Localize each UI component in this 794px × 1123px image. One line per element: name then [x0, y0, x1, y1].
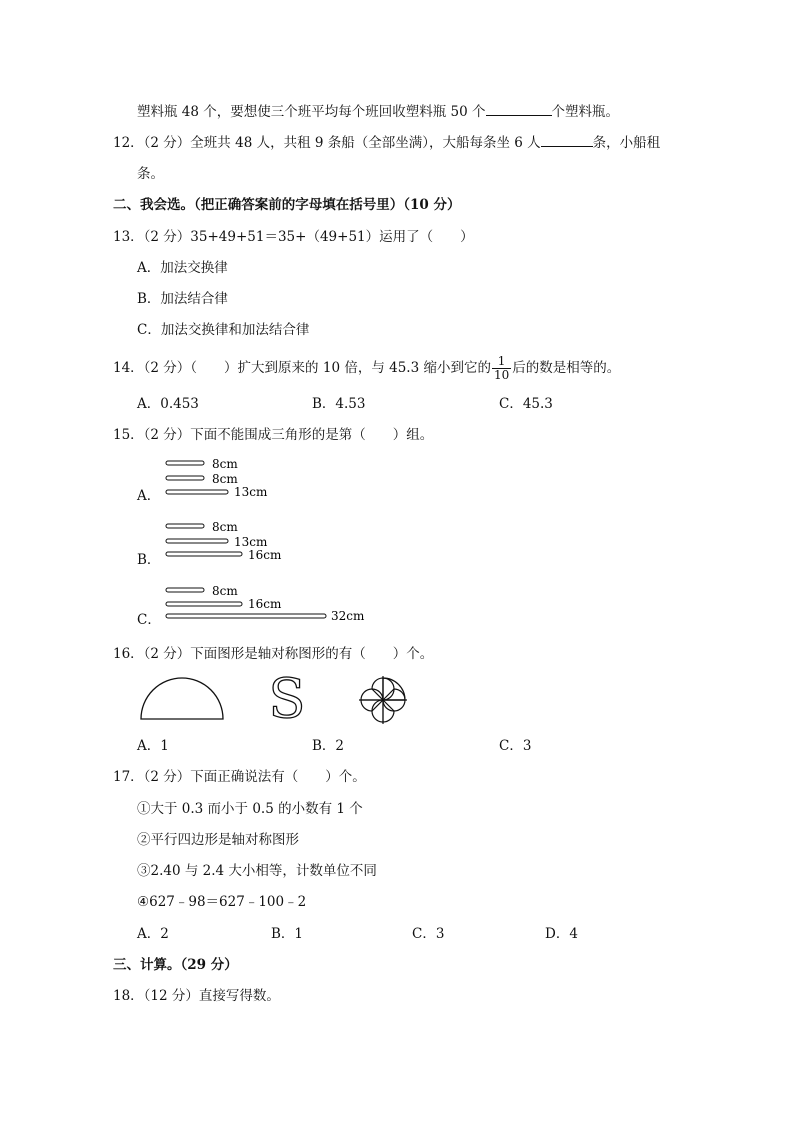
q15-sticks-b [160, 518, 300, 562]
q11-answer-blank[interactable] [486, 103, 552, 116]
q12-text-end: 条。 [137, 166, 164, 182]
q12-text: 12．（2 分）全班共 48 人，共租 9 条船（全部坐满），大船每条坐 6 人 [113, 135, 541, 151]
q13-option-c[interactable]: C．加法交换律和加法结合律 [137, 322, 310, 338]
stick-a2-label: 8cm [212, 472, 238, 486]
q17-statement-1: ①大于 0.3 而小于 0.5 的小数有 1 个 [137, 801, 363, 817]
q15-option-c[interactable]: C． [137, 612, 161, 628]
q18-stem: 18．（12 分）直接写得数。 [113, 988, 280, 1004]
section3-title: 三、计算。（29 分） [113, 957, 238, 973]
q17-stem: 17．（2 分）下面正确说法有（ ）个。 [113, 769, 366, 785]
q17-option-b[interactable]: B．1 [271, 926, 304, 942]
stick-b1-label: 8cm [212, 520, 238, 534]
q16-option-c[interactable]: C．3 [499, 738, 532, 754]
q15-sticks-c [160, 582, 380, 626]
stick-c3 [166, 614, 326, 618]
q15-sticks-a [160, 456, 280, 500]
q16-stem: 16．（2 分）下面图形是轴对称图形的有（ ）个。 [113, 646, 434, 662]
q14-stem [113, 354, 620, 382]
stick-c2-label: 16cm [248, 597, 282, 611]
q12-blank-large-boats[interactable] [541, 134, 593, 147]
q14-text: 14．（2 分）（ ）扩大到原来的 10 倍，与 45.3 缩小到它的 [113, 360, 491, 376]
stick-b1 [166, 524, 204, 528]
q13-option-b[interactable]: B．加法结合律 [137, 291, 228, 307]
stick-b3-label: 16cm [248, 548, 282, 562]
q15-option-a[interactable]: A． [137, 488, 161, 504]
q17-statement-2: ②平行四边形是轴对称图形 [137, 832, 299, 848]
stick-a3 [166, 490, 228, 494]
q11-text: 塑料瓶 48 个，要想使三个班平均每个班回收塑料瓶 50 个 [137, 104, 486, 120]
semicircle-figure [138, 674, 226, 722]
stick-c1 [166, 588, 204, 592]
q12-text-mid: 条，小船租 [592, 135, 661, 151]
section2-title: 二、我会选。（把正确答案前的字母填在括号里）（10 分） [113, 197, 461, 213]
stick-b3 [166, 552, 242, 556]
q13-stem: 13．（2 分）35+49+51＝35+（49+51）运用了（ ） [113, 229, 474, 245]
stick-b2-label: 13cm [234, 535, 268, 549]
q14-option-b[interactable]: B．4.53 [312, 396, 366, 412]
stick-a1-label: 8cm [212, 457, 238, 471]
q12-stem-line2 [137, 165, 164, 183]
q14-fraction [492, 355, 511, 382]
stick-c1-label: 8cm [212, 584, 238, 598]
q16-option-a[interactable]: A．1 [137, 738, 169, 754]
stick-a2 [166, 476, 204, 480]
q14-fraction-denominator: 10 [493, 368, 510, 382]
q14-text-end: 后的数是相等的。 [512, 360, 621, 376]
q14-option-c[interactable]: C．45.3 [499, 396, 553, 412]
q17-statement-4: ④627﹣98＝627﹣100﹣2 [137, 894, 307, 910]
q17-statement-3: ③2.40 与 2.4 大小相等，计数单位不同 [137, 863, 377, 879]
q16-option-b[interactable]: B．2 [312, 738, 345, 754]
stick-c3-label: 32cm [331, 609, 365, 623]
q15-option-b[interactable]: B． [137, 552, 161, 568]
stick-b2 [166, 539, 228, 543]
stick-c2 [166, 602, 242, 606]
s-letter-outline: S [268, 670, 306, 724]
q14-fraction-numerator: 1 [492, 355, 511, 369]
q15-stem: 15．（2 分）下面不能围成三角形的是第（ ）组。 [113, 427, 434, 443]
q12-stem [113, 134, 660, 152]
q14-option-a[interactable]: A．0.453 [137, 396, 199, 412]
stick-a1 [166, 461, 204, 465]
q17-option-d[interactable]: D．4 [545, 926, 578, 942]
s-letter-figure [266, 670, 308, 724]
q11-continuation [137, 103, 619, 121]
q13-option-a[interactable]: A．加法交换律 [137, 260, 228, 276]
q17-option-a[interactable]: A．2 [137, 926, 169, 942]
stick-a3-label: 13cm [234, 485, 268, 499]
q11-text-end: 个塑料瓶。 [551, 104, 620, 120]
q17-option-c[interactable]: C．3 [412, 926, 445, 942]
pinwheel-figure [356, 672, 412, 728]
